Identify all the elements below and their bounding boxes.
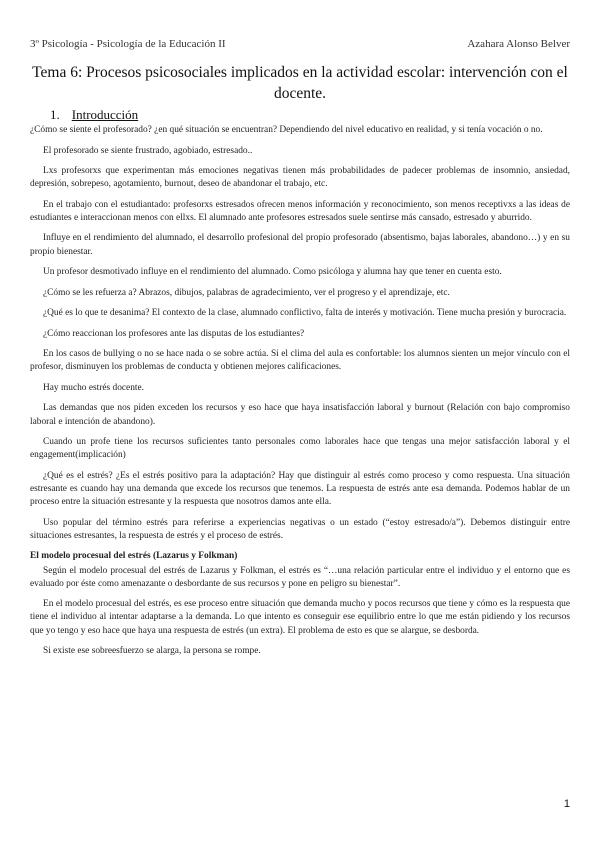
paragraph: Según el modelo procesual del estrés de Lazarus y Folkman, el estrés es “…una relación particular entre el individuo y el entorno que es evaluado por éste como amenazante o desbordante de sus recursos y pone en peligro su bienestar”. (30, 565, 570, 589)
paragraph: En el trabajo con el estudiantado: profesorxs estresados ofrecen menos información y reconocimiento, son menos receptivxs a las ideas de estudiantes e interaccionan menos con ellxs. El alumnado ante profesores estresados suele sentirse más cansado, estresado y aburrido. (30, 199, 570, 223)
paragraph: ¿Qué es el estrés? ¿Es el estrés positivo para la adaptación? Hay que distinguir al estrés como proceso y como respuesta. Una situación estresante es cuando hay una demanda que excede los recursos que tenemos. La respuesta de estrés ante esa demanda. Podemos hablar de un proceso entre la situación estresante y la respuesta que nosotros damos ante ella. (30, 470, 570, 508)
section-label: Introducción (71, 107, 139, 122)
paragraph: El profesorado se siente frustrado, agobiado, estresado.. (43, 145, 253, 156)
paragraph: ¿Cómo se les refuerza a? Abrazos, dibujos, palabras de agradecimiento, ver el progreso y el aprendizaje, etc. (43, 287, 450, 298)
section-number: 1. (50, 107, 60, 122)
paragraph: Uso popular del término estrés para referirse a experiencias negativas o un estado (“estoy estresado/a”). Debemos distinguir entre situaciones estresantes, la respuesta de estrés y el proceso de estrés. (30, 517, 570, 541)
document-title: Tema 6: Procesos psicosociales implicados en la actividad escolar: intervención con el docente. (32, 64, 568, 102)
header-course: 3º Psicología - Psicología de la Educación II (30, 38, 226, 50)
paragraph: Un profesor desmotivado influye en el rendimiento del alumnado. Como psicóloga y alumna hay que tener en cuenta esto. (43, 267, 502, 278)
paragraph: Cuando un profe tiene los recursos suficientes tanto personales como laborales hace que tengas una mejor satisfacción laboral y el engagement(implicación) (30, 437, 570, 461)
paragraph: En el modelo procesual del estrés, es ese proceso entre situación que demanda mucho y pocos recursos que tiene y cómo es la respuesta que tiene el individuo al intentar adaptarse a la demanda. Lo que intento es conseguir ese equilibrio entre lo que me están pidiendo y los recursos que yo tengo y eso hace que haya una respuesta de estrés (un extra). El problema de esto es que se alargue, se desborda. (30, 599, 570, 636)
paragraph: ¿Qué es lo que te desanima? El contexto de la clase, alumnado conflictivo, falta de interés y motivación. Tiene mucha presión y burocracia. (43, 308, 567, 319)
paragraph: En los casos de bullying o no se hace nada o se sobre actúa. Si el clima del aula es confortable: los alumnos sienten un mejor vínculo con el profesor, disminuyen los problemas de conducta y obtienen mejores calificaciones. (30, 349, 570, 373)
paragraph: Hay mucho estrés docente. (43, 382, 145, 393)
paragraph: Las demandas que nos piden exceden los recursos y eso hace que haya insatisfacción laboral y burnout (Relación con bajo compromiso laboral e intención de abandono). (30, 403, 570, 427)
paragraph: Lxs profesorxs que experimentan más emociones negativas tienen más probabilidades de padecer problemas de insomnio, ansiedad, depresión, sobrepeso, agotamiento, burnout, deseo de abandonar el trabajo, etc. (30, 166, 570, 190)
page-number: 1 (563, 798, 570, 810)
paragraph: ¿Cómo reaccionan los profesores ante las disputas de los estudiantes? (43, 328, 305, 339)
paragraph: Influye en el rendimiento del alumnado, el desarrollo profesional del propio profesorado (absentismo, bajas laborales, abandono…) y en su propio bienestar. (30, 233, 570, 257)
document-body (30, 124, 570, 666)
page-header (30, 38, 570, 50)
paragraph: Si existe ese sobreesfuerzo se alarga, la persona se rompe. (43, 646, 261, 657)
subheading: El modelo procesual del estrés (Lazarus y Folkman) (30, 551, 238, 562)
paragraph: ¿Cómo se siente el profesorado? ¿en qué situación se encuentran? Dependiendo del nivel educativo en realidad, y si tenía vocación o no. (30, 125, 543, 135)
section-heading (50, 107, 138, 123)
header-author: Azahara Alonso Belver (467, 38, 570, 50)
